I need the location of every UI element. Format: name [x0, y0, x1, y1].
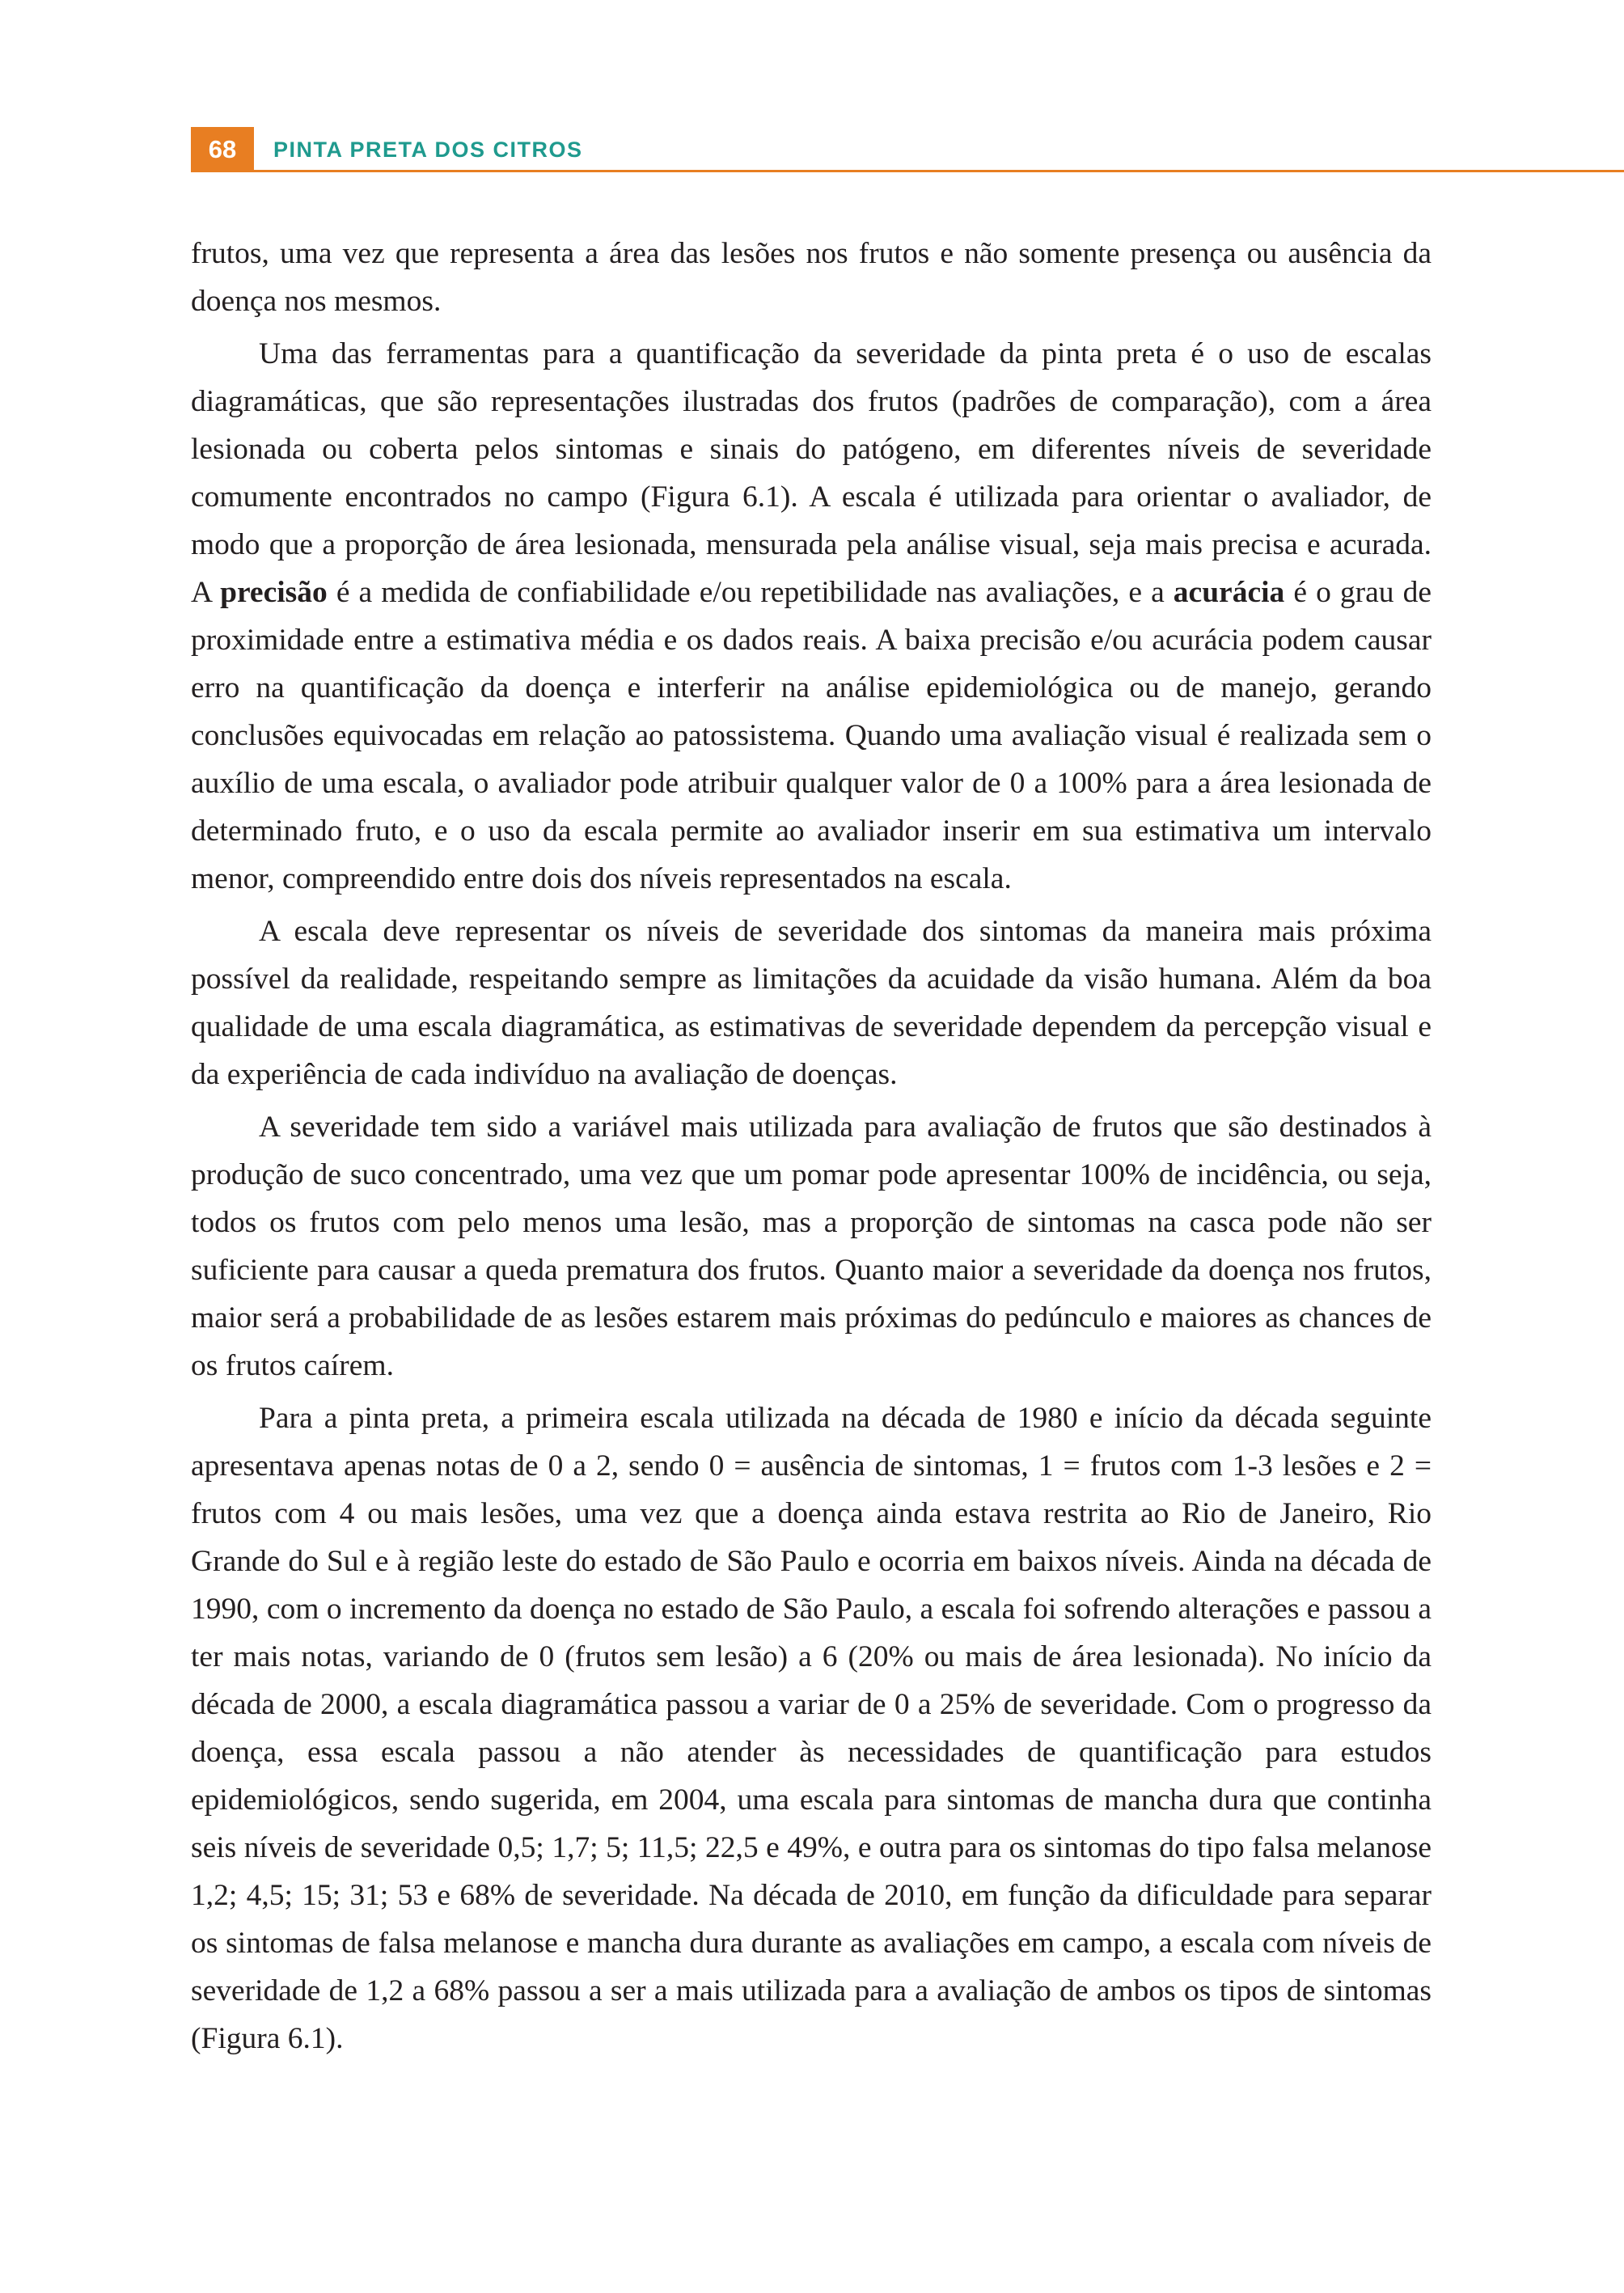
paragraph-2-part-1: Uma das ferramentas para a quantificação da severidade da pinta preta é o uso de escalas diagramáticas, que são representações ilustradas dos frutos (padrões de comparação), com a área lesionada ou coberta pelos sintomas e sinais do patógeno, em diferentes níveis de severidade comumente encontrados no campo (Figura 6.1). A escala é utilizada para orientar o avaliador, de modo que a proporção de área lesionada, mensurada pela análise visual, seja mais precisa e acurada. A [191, 337, 1432, 609]
paragraph-3: A escala deve representar os níveis de severidade dos sintomas da maneira mais próxima possível da realidade, respeitando sempre as limitações da acuidade da visão humana. Além da boa qualidade de uma escala diagramática, as estimativas de severidade dependem da percepção visual e da experiência de cada indivíduo na avaliação de doenças. [191, 915, 1432, 1091]
paragraph-1: frutos, uma vez que representa a área das lesões nos frutos e não somente presença ou ausência da doença nos mesmos. [191, 237, 1432, 318]
header-rule [254, 170, 1624, 172]
body-text [191, 230, 1432, 2067]
term-precisao: precisão [220, 576, 328, 609]
paragraph-4: A severidade tem sido a variável mais utilizada para avaliação de frutos que são destinados à produção de suco concentrado, uma vez que um pomar pode apresentar 100% de incidência, ou seja, todos os frutos com pelo menos uma lesão, mas a proporção de sintomas na casca pode não ser suficiente para causar a queda prematura dos frutos. Quanto maior a severidade da doença nos frutos, maior será a probabilidade de as lesões estarem mais próximas do pedúnculo e maiores as chances de os frutos caírem. [191, 1111, 1432, 1382]
paragraph-2-part-3: é o grau de proximidade entre a estimativa média e os dados reais. A baixa precisão e/ou acurácia podem causar erro na quantificação da doença e interferir na análise epidemiológica ou de manejo, gerando conclusões equivocadas em relação ao patossistema. Quando uma avaliação visual é realizada sem o auxílio de uma escala, o avaliador pode atribuir qualquer valor de 0 a 100% para a área lesionada de determinado fruto, e o uso da escala permite ao avaliador inserir em sua estimativa um intervalo menor, compreendido entre dois dos níveis representados na escala. [191, 576, 1432, 895]
page-number: 68 [191, 127, 254, 172]
running-title: PINTA PRETA DOS CITROS [273, 137, 583, 162]
page-header [191, 127, 1624, 172]
paragraph-2 [191, 330, 1432, 903]
term-acuracia: acurácia [1173, 576, 1285, 609]
paragraph-2-part-2: é a medida de confiabilidade e/ou repetibilidade nas avaliações, e a [327, 576, 1174, 609]
paragraph-5: Para a pinta preta, a primeira escala utilizada na década de 1980 e início da década seguinte apresentava apenas notas de 0 a 2, sendo 0 = ausência de sintomas, 1 = frutos com 1-3 lesões e 2 = frutos com 4 ou mais lesões, uma vez que a doença ainda estava restrita ao Rio de Janeiro, Rio Grande do Sul e à região leste do estado de São Paulo e ocorria em baixos níveis. Ainda na década de 1990, com o incremento da doença no estado de São Paulo, a escala foi sofrendo alterações e passou a ter mais notas, variando de 0 (frutos sem lesão) a 6 (20% ou mais de área lesionada). No início da década de 2000, a escala diagramática passou a variar de 0 a 25% de severidade. Com o progresso da doença, essa escala passou a não atender às necessidades de quantificação para estudos epidemiológicos, sendo sugerida, em 2004, uma escala para sintomas de mancha dura que continha seis níveis de severidade 0,5; 1,7; 5; 11,5; 22,5 e 49%, e outra para os sintomas do tipo falsa melanose 1,2; 4,5; 15; 31; 53 e 68% de severidade. Na década de 2010, em função da dificuldade para separar os sintomas de falsa melanose e mancha dura durante as avaliações em campo, a escala com níveis de severidade de 1,2 a 68% passou a ser a mais utilizada para a avaliação de ambos os tipos de sintomas (Figura 6.1). [191, 1402, 1432, 2055]
